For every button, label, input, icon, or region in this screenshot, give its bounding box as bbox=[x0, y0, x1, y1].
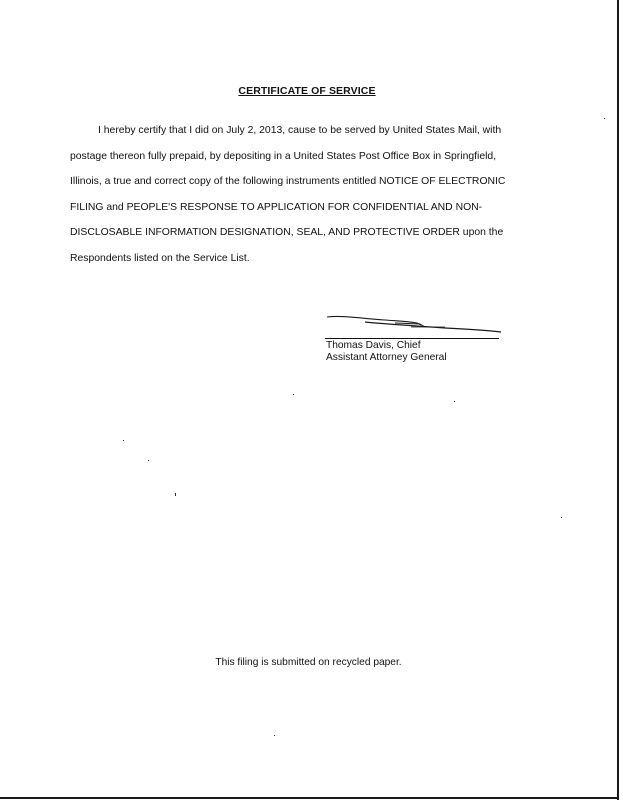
recycled-paper-note: This filing is submitted on recycled paper. bbox=[215, 657, 402, 668]
body-line: postage thereon fully prepaid, by depositing in a United States Post Office Box in Springfield, bbox=[70, 150, 497, 162]
scan-edge-bottom bbox=[0, 797, 619, 799]
scan-speck bbox=[274, 735, 275, 736]
scan-speck bbox=[454, 401, 455, 402]
body-line: Illinois, a true and correct copy of the following instruments entitled NOTICE OF ELECTRONIC bbox=[70, 176, 506, 188]
body-line: I hereby certify that I did on July 2, 2013, cause to be served by United States Mail, with bbox=[98, 125, 502, 136]
body-line: FILING and PEOPLE'S RESPONSE TO APPLICATION FOR CONFIDENTIAL AND NON- bbox=[70, 201, 483, 213]
document-title: CERTIFICATE OF SERVICE bbox=[238, 85, 376, 97]
handwritten-signature bbox=[325, 311, 505, 339]
signer-title: Assistant Attorney General bbox=[326, 352, 447, 363]
signer-name: Thomas Davis, Chief bbox=[326, 340, 421, 351]
scan-speck bbox=[123, 440, 124, 441]
body-line: DISCLOSABLE INFORMATION DESIGNATION, SEAL, AND PROTECTIVE ORDER upon the bbox=[70, 227, 504, 239]
scan-speck bbox=[293, 394, 294, 395]
scan-speck bbox=[604, 118, 605, 119]
scan-edge-right bbox=[617, 0, 619, 800]
signature-line bbox=[325, 338, 499, 339]
scan-speck bbox=[561, 517, 562, 518]
certificate-body bbox=[70, 118, 540, 272]
body-line: Respondents listed on the Service List. bbox=[70, 252, 250, 264]
scan-speck bbox=[148, 460, 149, 461]
scan-speck bbox=[175, 493, 176, 496]
